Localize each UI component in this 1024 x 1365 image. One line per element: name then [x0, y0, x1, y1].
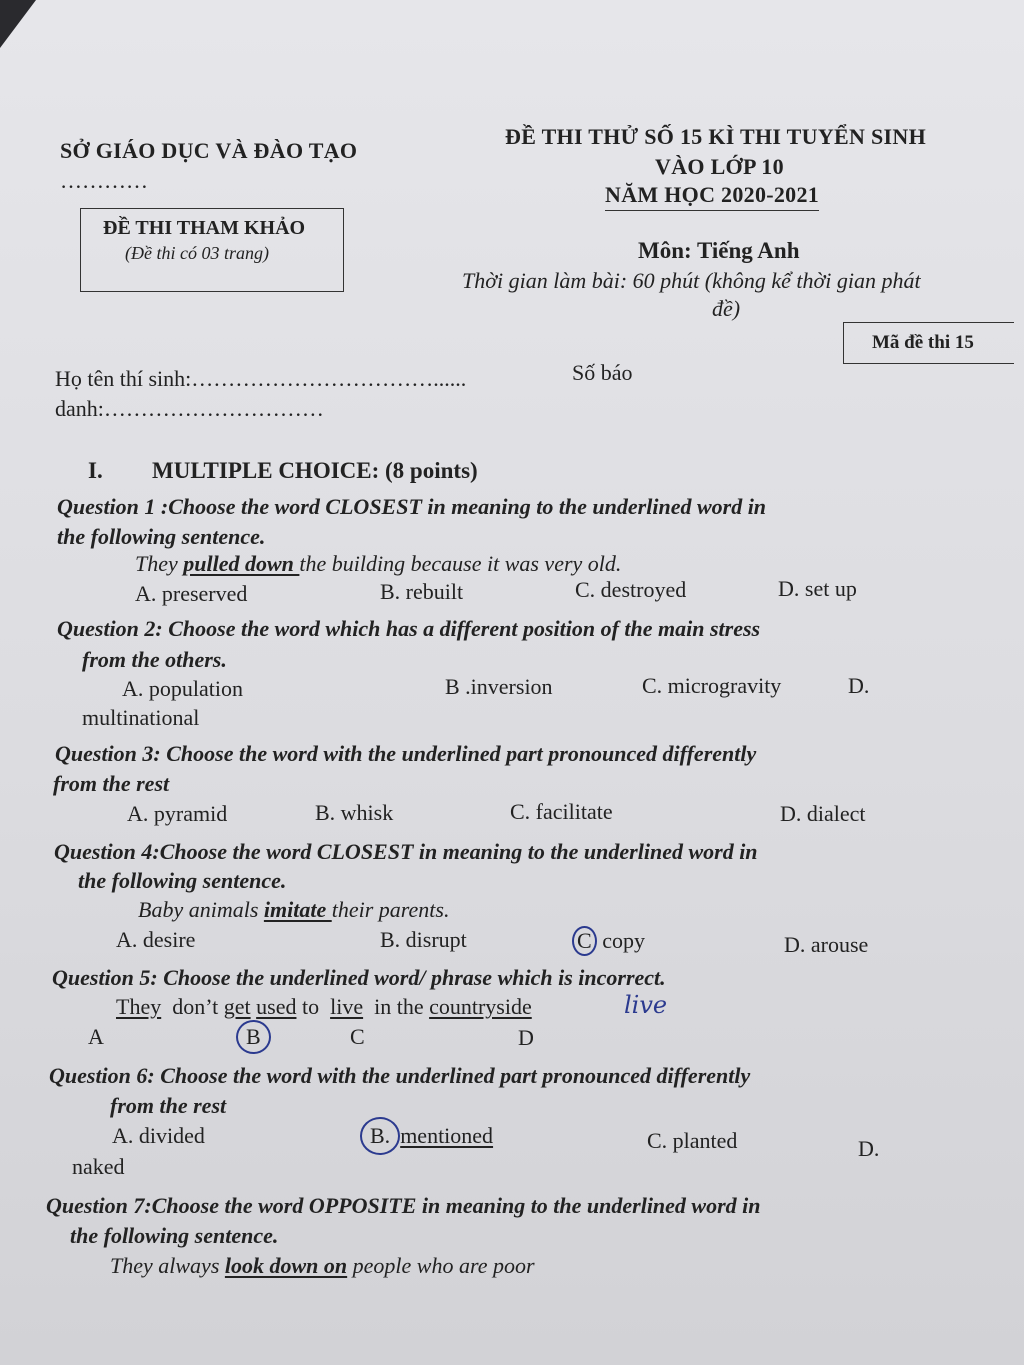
exam-title-line1: ĐỀ THI THỬ SỐ 15 KÌ THI TUYỂN SINH — [505, 124, 926, 149]
q4-sentence-pre: Baby animals — [138, 897, 264, 922]
q4-circled-answer: C — [572, 926, 597, 956]
q3-option-a: A. pyramid — [127, 801, 228, 826]
q2-option-b: B .inversion — [445, 674, 553, 699]
q5-handwritten-note: live — [624, 991, 668, 1019]
q3-option-d: D. dialect — [780, 801, 866, 826]
q4-option-d: D. arouse — [784, 932, 869, 957]
candidate-number-field: danh:………………………… — [55, 396, 324, 421]
subject: Môn: Tiếng Anh — [638, 238, 800, 263]
q4-title-line1: Question 4:Choose the word CLOSEST in meaning to the underlined word in — [54, 839, 758, 864]
q5-word-to: to — [301, 994, 320, 1019]
q4-underlined: imitate — [263, 897, 332, 922]
reference-exam-box — [80, 208, 344, 292]
q1-underlined: pulled down — [183, 551, 300, 576]
q7-sentence — [110, 1253, 535, 1279]
q6-title-line2: from the rest — [110, 1093, 227, 1118]
q1-title-line2: the following sentence. — [57, 524, 266, 549]
q1-option-b: B. rebuilt — [380, 579, 464, 604]
q5-word-dont: don’t — [172, 994, 219, 1019]
q4-sentence — [138, 897, 449, 923]
q2-option-c: C. microgravity — [642, 673, 782, 698]
exam-code-box — [843, 322, 1014, 364]
q5-label-d: D — [518, 1025, 534, 1050]
q7-sentence-pre: They always — [110, 1253, 225, 1278]
q6-option-d: D. — [858, 1136, 880, 1161]
q3-option-b: B. whisk — [315, 800, 394, 825]
section-title: MULTIPLE CHOICE: (8 points) — [152, 458, 478, 483]
q4-sentence-post: their parents. — [331, 897, 450, 922]
q5-label-a: A — [88, 1024, 104, 1049]
q6-option-c: C. planted — [647, 1128, 738, 1153]
q4-option-c-word: copy — [602, 928, 645, 953]
section-number: I. — [88, 458, 103, 483]
q1-sentence-post: the building because it was very old. — [299, 551, 622, 576]
q6-title-line1: Question 6: Choose the word with the underlined part pronounced differently — [49, 1063, 751, 1088]
q5-title: Question 5: Choose the underlined word/ phrase which is incorrect. — [52, 965, 666, 990]
q2-option-d-word: multinational — [82, 705, 200, 730]
q3-title-line1: Question 3: Choose the word with the underlined part pronounced differently — [55, 741, 757, 766]
reference-exam-title: ĐỀ THI THAM KHẢO — [103, 217, 306, 239]
candidate-number-label: Số báo — [572, 360, 633, 385]
q2-option-a: A. population — [122, 676, 243, 701]
page-corner-shadow — [0, 0, 36, 48]
q6-circled-answer: B. — [360, 1117, 400, 1155]
q7-title-line2: the following sentence. — [70, 1223, 279, 1248]
q3-title-line2: from the rest — [53, 771, 170, 796]
q5-part-b-used: used — [256, 994, 297, 1019]
q1-option-c: C. destroyed — [575, 577, 687, 602]
q1-sentence-pre: They — [135, 551, 184, 576]
q6-option-a: A. divided — [112, 1123, 205, 1148]
q6-option-d-word: naked — [72, 1154, 125, 1179]
q5-part-c: live — [330, 994, 364, 1019]
student-name-field: Họ tên thí sinh:……………………………...... — [55, 366, 467, 391]
q5-label-b — [236, 1020, 271, 1054]
exam-code: Mã đề thi 15 — [872, 332, 974, 353]
department-title: SỞ GIÁO DỤC VÀ ĐÀO TẠO — [60, 138, 358, 163]
q4-option-c — [572, 926, 645, 956]
q6-option-b-word: mentioned — [400, 1123, 494, 1148]
exam-title-line2: VÀO LỚP 10 — [655, 154, 784, 179]
q5-part-b-get: get — [223, 994, 251, 1019]
q2-title-line1: Question 2: Choose the word which has a different position of the main stress — [57, 616, 761, 641]
department-dots: ………… — [60, 168, 148, 193]
q7-underlined: look down on — [224, 1253, 348, 1278]
q1-title-line1: Question 1 :Choose the word CLOSEST in meaning to the underlined word in — [57, 494, 767, 519]
q5-word-in-the: in the — [374, 994, 424, 1019]
q7-title-line1: Question 7:Choose the word OPPOSITE in meaning to the underlined word in — [46, 1193, 761, 1218]
q1-option-d: D. set up — [778, 576, 857, 601]
time-limit-line1: Thời gian làm bài: 60 phút (không kể thời gian phát — [462, 268, 921, 293]
q7-sentence-post: people who are poor — [347, 1253, 535, 1278]
q1-sentence — [135, 551, 621, 577]
q2-option-d: D. — [848, 673, 870, 698]
q4-option-a: A. desire — [116, 927, 196, 952]
q5-part-d: countryside — [429, 994, 532, 1019]
q5-part-a: They — [116, 994, 162, 1019]
time-limit-line2: đề) — [712, 296, 741, 321]
q5-label-c: C — [350, 1024, 365, 1049]
q4-title-line2: the following sentence. — [78, 868, 287, 893]
q4-option-b: B. disrupt — [380, 927, 467, 952]
q5-sentence — [116, 994, 532, 1020]
reference-exam-note: (Đề thi có 03 trang) — [125, 243, 269, 263]
q5-circled-answer: B — [236, 1020, 271, 1054]
q3-option-c: C. facilitate — [510, 799, 613, 824]
q2-title-line2: from the others. — [82, 647, 227, 672]
exam-year: NĂM HỌC 2020-2021 — [605, 182, 819, 211]
q6-option-b — [360, 1117, 493, 1155]
q1-option-a: A. preserved — [135, 581, 248, 606]
